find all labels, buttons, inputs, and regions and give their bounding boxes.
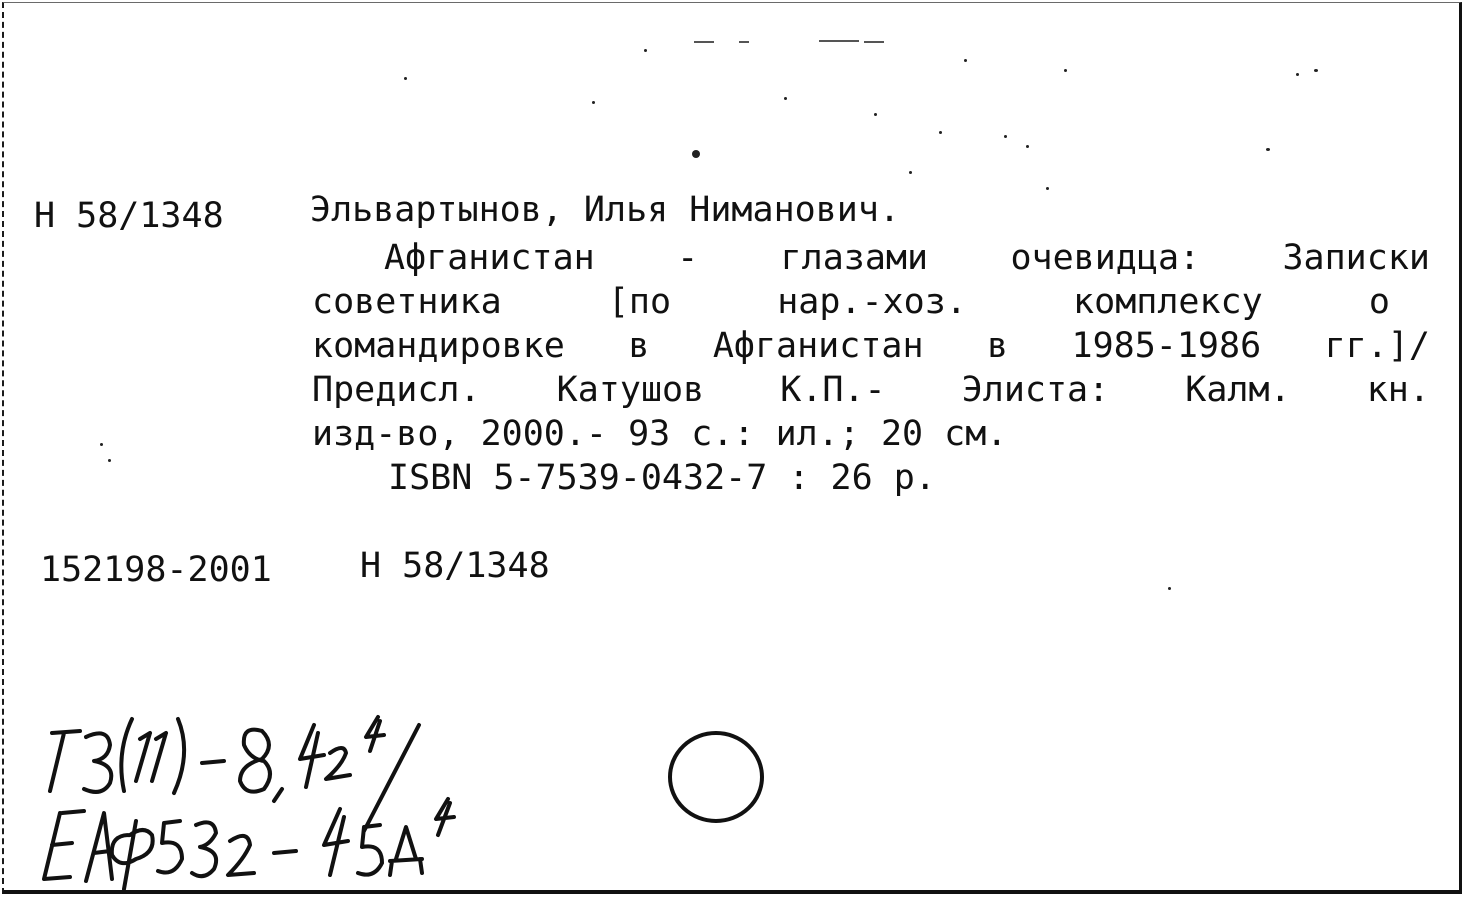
- catalog-card: [2, 2, 1462, 894]
- word: очевидца:: [1010, 238, 1201, 278]
- word: гг.]/: [1324, 326, 1430, 366]
- word: Предисл.: [312, 370, 481, 410]
- word: [по: [607, 282, 672, 322]
- shelfmark-repeat: Н 58/1348: [360, 546, 550, 586]
- word: о: [1368, 282, 1390, 322]
- word: Афганистан: [712, 326, 924, 366]
- publication-line: изд-во, 2000.- 93 с.: ил.; 20 см.: [312, 414, 1008, 454]
- accession-number: 152198-2001: [40, 550, 272, 590]
- word: в: [628, 326, 650, 366]
- drawn-circle: [664, 723, 784, 838]
- word: глазами: [780, 238, 929, 278]
- title-line-4: [312, 370, 1430, 410]
- word: К.П.-: [780, 370, 886, 410]
- word: Афганистан: [384, 238, 595, 278]
- handwriting-drawing: [24, 703, 584, 893]
- isbn-line: ISBN 5-7539-0432-7 : 26 р.: [388, 458, 936, 498]
- word: советника: [312, 282, 502, 322]
- word: в: [986, 326, 1009, 366]
- word: Калм.: [1185, 370, 1291, 410]
- word: -: [677, 238, 699, 278]
- author-heading: Эльвартынов, Илья Ниманович.: [310, 190, 901, 230]
- word: 1985-1986: [1071, 326, 1262, 366]
- word: командировке: [312, 326, 565, 366]
- word: нар.-хоз.: [777, 282, 967, 322]
- word: комплексу: [1073, 282, 1263, 322]
- word: Катушов: [556, 370, 705, 410]
- title-line-3: [312, 326, 1430, 366]
- word: Элиста:: [961, 370, 1110, 410]
- word: кн.: [1366, 370, 1430, 410]
- shelfmark: Н 58/1348: [34, 196, 224, 236]
- circle-drawing: [664, 723, 784, 833]
- title-line-1: [384, 238, 1430, 278]
- title-line-2: [312, 282, 1390, 322]
- word: Записки: [1282, 238, 1430, 278]
- handwritten-classification: [24, 703, 584, 898]
